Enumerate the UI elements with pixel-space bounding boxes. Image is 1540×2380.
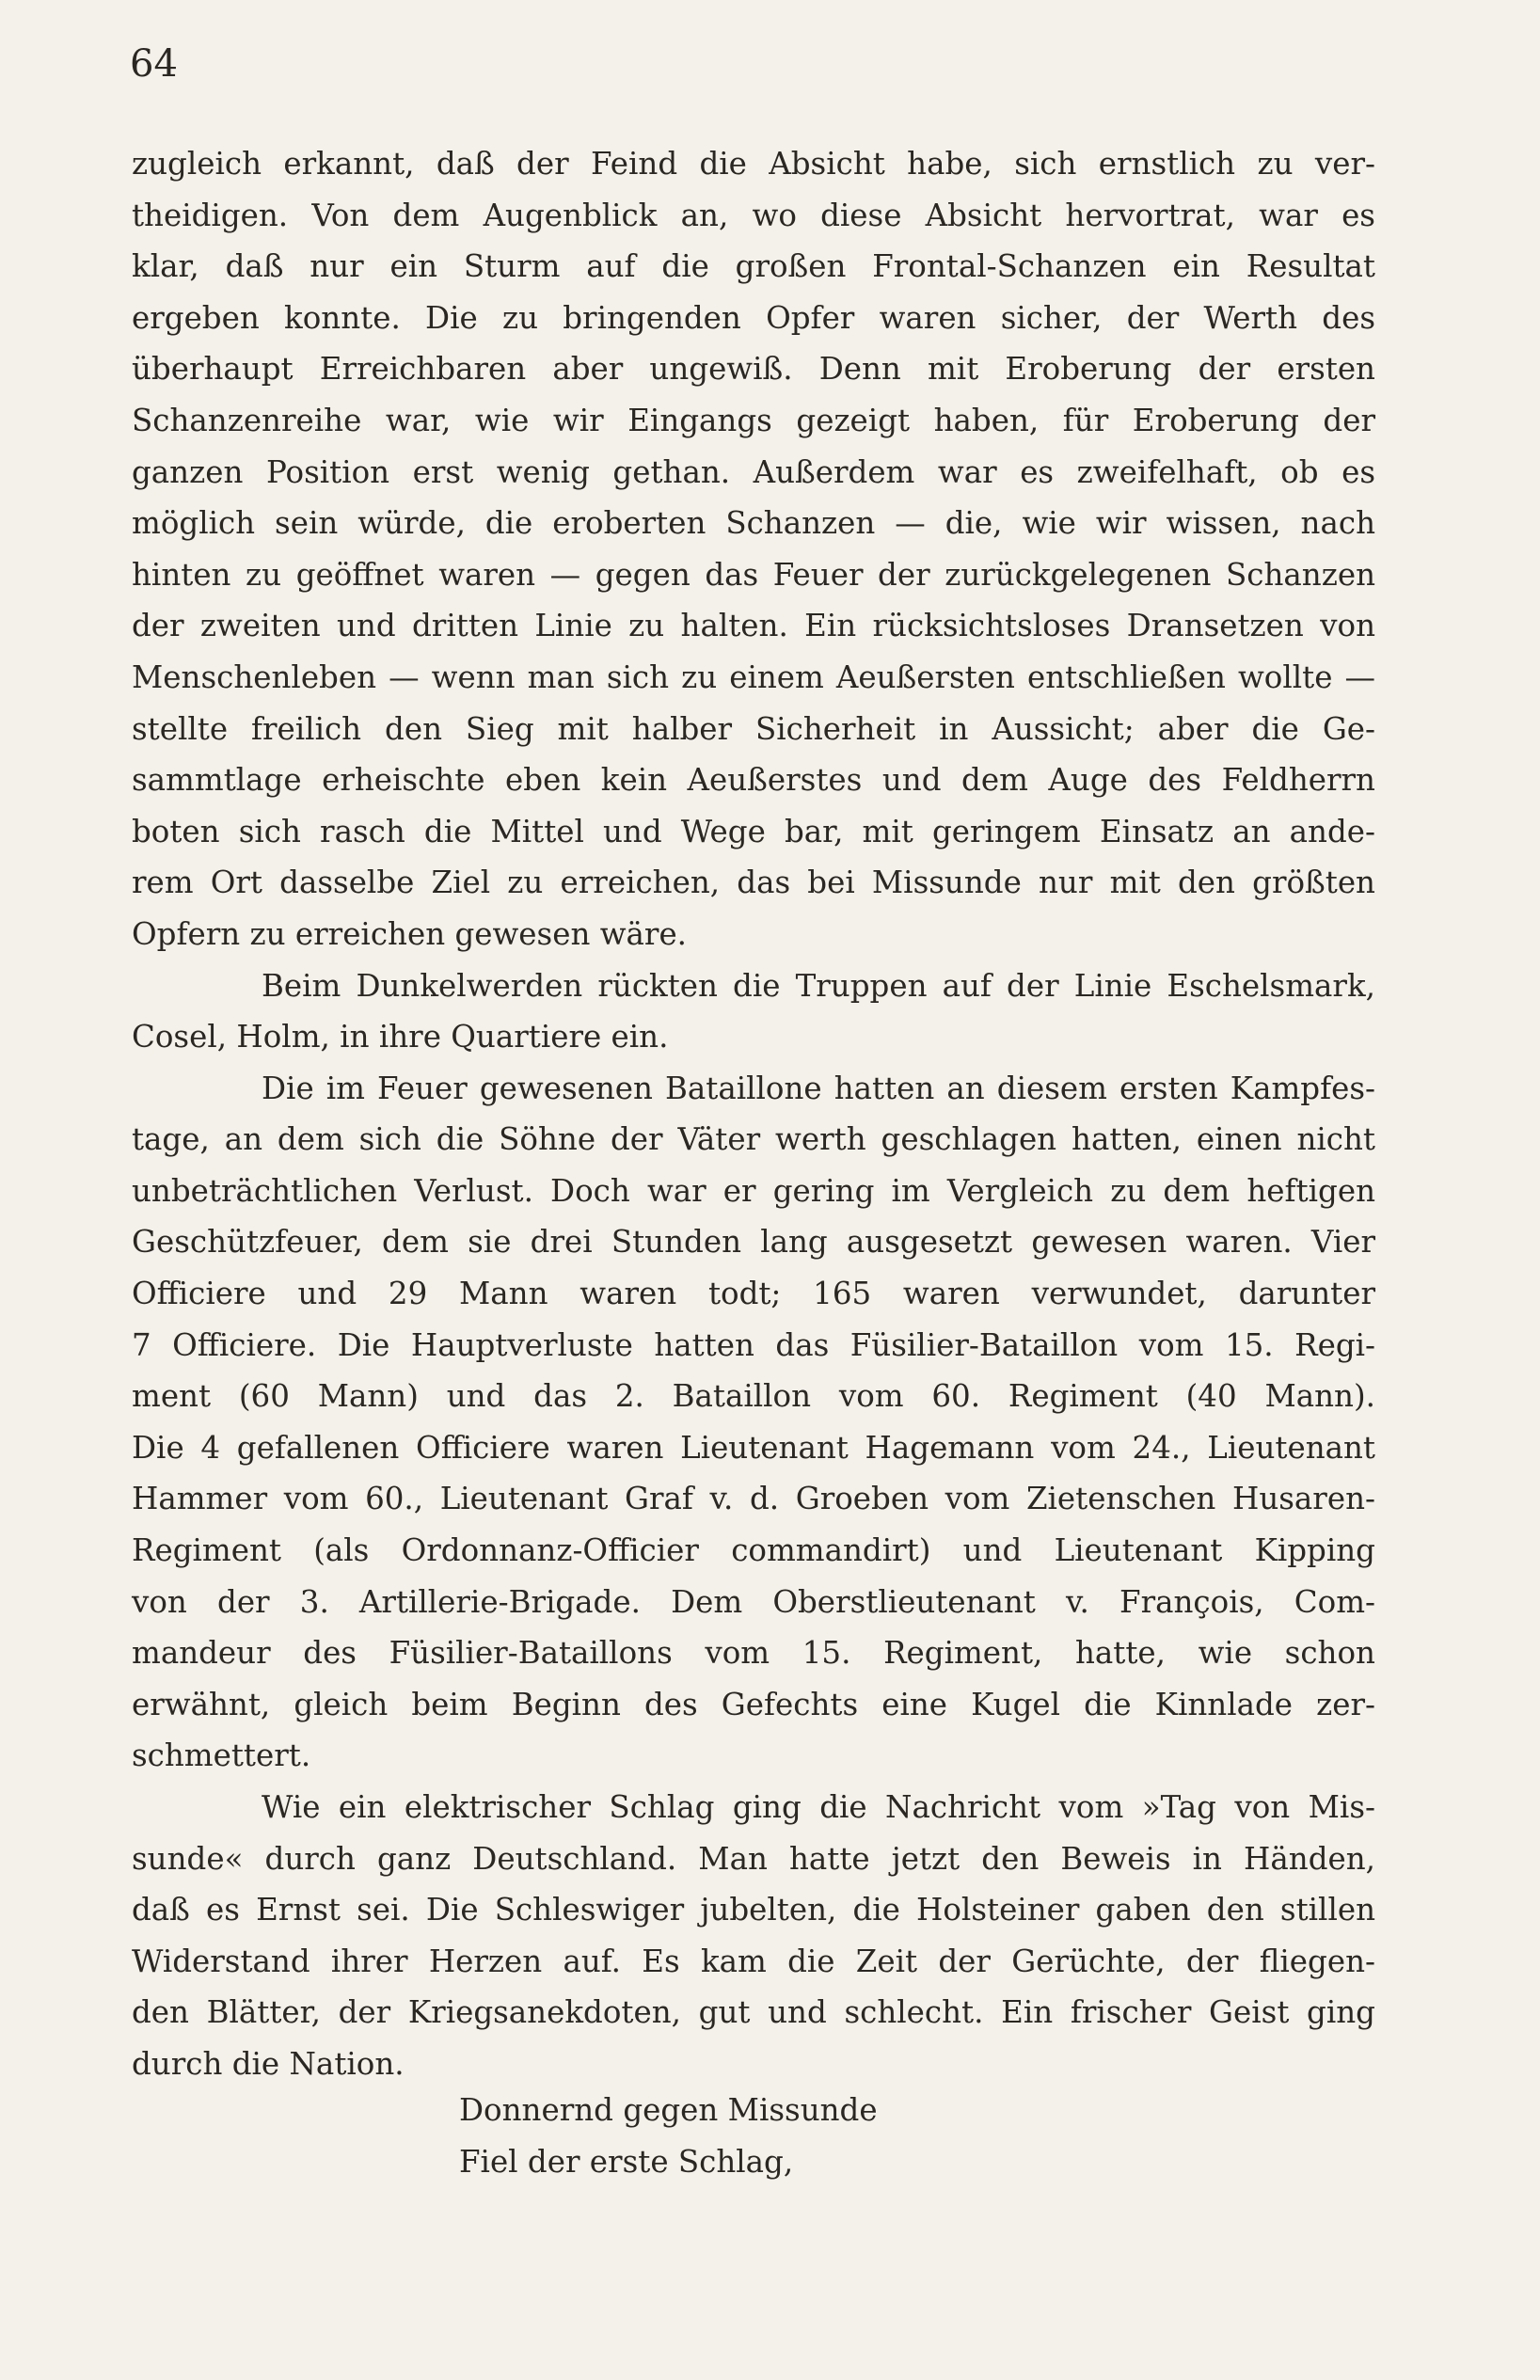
- text-line: Hammer vom 60., Lieutenant Graf v. d. Groeben vom Zietenschen Husaren-: [132, 1481, 1375, 1517]
- text-line: mandeur des Füsilier-Bataillons vom 15. Regiment, hatte, wie schon: [132, 1635, 1375, 1672]
- text-line: unbeträchtlichen Verlust. Doch war er gering im Vergleich zu dem heftigen: [132, 1172, 1375, 1209]
- verse-line: Donnernd gegen Missunde: [459, 2092, 878, 2128]
- text-line: Geschützfeuer, dem sie drei Stunden lang ausgesetzt gewesen waren. Vier: [132, 1224, 1375, 1261]
- text-line: 7 Officiere. Die Hauptverluste hatten das Füsilier-Bataillon vom 15. Regi-: [132, 1326, 1375, 1363]
- text-line: den Blätter, der Kriegsanekdoten, gut und schlecht. Ein frischer Geist ging: [132, 1994, 1375, 2031]
- text-line: schmettert.: [132, 1737, 311, 1774]
- text-line: hinten zu geöffnet waren — gegen das Feuer der zurückgelegenen Schanzen: [132, 556, 1375, 593]
- text-line: überhaupt Erreichbaren aber ungewiß. Denn mit Eroberung der ersten: [132, 351, 1375, 388]
- text-line: sunde« durch ganz Deutschland. Man hatte jetzt den Beweis in Händen,: [132, 1840, 1375, 1877]
- text-line: ganzen Position erst wenig gethan. Außerdem war es zweifelhaft, ob es: [132, 453, 1375, 490]
- page-number: 64: [130, 42, 178, 86]
- text-line: Menschenleben — wenn man sich zu einem Aeußersten entschließen wollte —: [132, 658, 1375, 695]
- text-line: theidigen. Von dem Augenblick an, wo diese Absicht hervortrat, war es: [132, 197, 1375, 233]
- text-line: Opfern zu erreichen gewesen wäre.: [132, 915, 688, 952]
- text-line: Die im Feuer gewesenen Bataillone hatten an diesem ersten Kampfes-: [262, 1070, 1375, 1106]
- paragraph: [132, 1063, 1375, 1782]
- text-line: von der 3. Artillerie-Brigade. Dem Oberstlieutenant v. François, Com-: [132, 1583, 1375, 1620]
- paragraph: [132, 960, 1375, 1063]
- text-line: erwähnt, gleich beim Beginn des Gefechts eine Kugel die Kinnlade zer-: [132, 1686, 1375, 1722]
- verse-quote: [459, 2085, 878, 2187]
- text-line: ment (60 Mann) und das 2. Bataillon vom 60. Regiment (40 Mann).: [132, 1378, 1375, 1415]
- text-line: Die 4 gefallenen Officiere waren Lieutenant Hagemann vom 24., Lieutenant: [132, 1429, 1375, 1466]
- text-line: Schanzenreihe war, wie wir Eingangs gezeigt haben, für Eroberung der: [132, 402, 1375, 438]
- text-line: Widerstand ihrer Herzen auf. Es kam die Zeit der Gerüchte, der fliegen-: [132, 1943, 1375, 1979]
- text-line: möglich sein würde, die eroberten Schanzen — die, wie wir wissen, nach: [132, 505, 1375, 542]
- text-line: klar, daß nur ein Sturm auf die großen Frontal-Schanzen ein Resultat: [132, 248, 1375, 285]
- text-line: daß es Ernst sei. Die Schleswiger jubelten, die Holsteiner gaben den stillen: [132, 1892, 1375, 1928]
- text-line: stellte freilich den Sieg mit halber Sicherheit in Aussicht; aber die Ge-: [132, 710, 1375, 747]
- text-line: sammtlage erheischte eben kein Aeußerstes und dem Auge des Feldherrn: [132, 762, 1375, 799]
- text-line: rem Ort dasselbe Ziel zu erreichen, das bei Missunde nur mit den größten: [132, 865, 1375, 901]
- text-line: der zweiten und dritten Linie zu halten. Ein rücksichtsloses Dransetzen von: [132, 608, 1375, 644]
- text-line: zugleich erkannt, daß der Feind die Absicht habe, sich ernstlich zu ver-: [132, 146, 1375, 182]
- text-line: Wie ein elektrischer Schlag ging die Nachricht vom »Tag von Mis-: [262, 1789, 1375, 1825]
- paragraph: [132, 1782, 1375, 2090]
- text-line: boten sich rasch die Mittel und Wege bar, mit geringem Einsatz an ande-: [132, 813, 1375, 849]
- text-line: Officiere und 29 Mann waren todt; 165 waren verwundet, darunter: [132, 1276, 1375, 1312]
- body-text: [132, 138, 1375, 2090]
- verse-line: Fiel der erste Schlag,: [459, 2143, 794, 2180]
- paragraph: [132, 138, 1375, 960]
- text-line: ergeben konnte. Die zu bringenden Opfer waren sicher, der Werth des: [132, 299, 1375, 336]
- text-line: tage, an dem sich die Söhne der Väter werth geschlagen hatten, einen nicht: [132, 1121, 1375, 1158]
- text-line: Regiment (als Ordonnanz-Officier commandirt) und Lieutenant Kipping: [132, 1532, 1375, 1569]
- text-line: durch die Nation.: [132, 2045, 405, 2082]
- text-line: Cosel, Holm, in ihre Quartiere ein.: [132, 1019, 669, 1055]
- text-line: Beim Dunkelwerden rückten die Truppen auf der Linie Eschelsmark,: [262, 967, 1375, 1004]
